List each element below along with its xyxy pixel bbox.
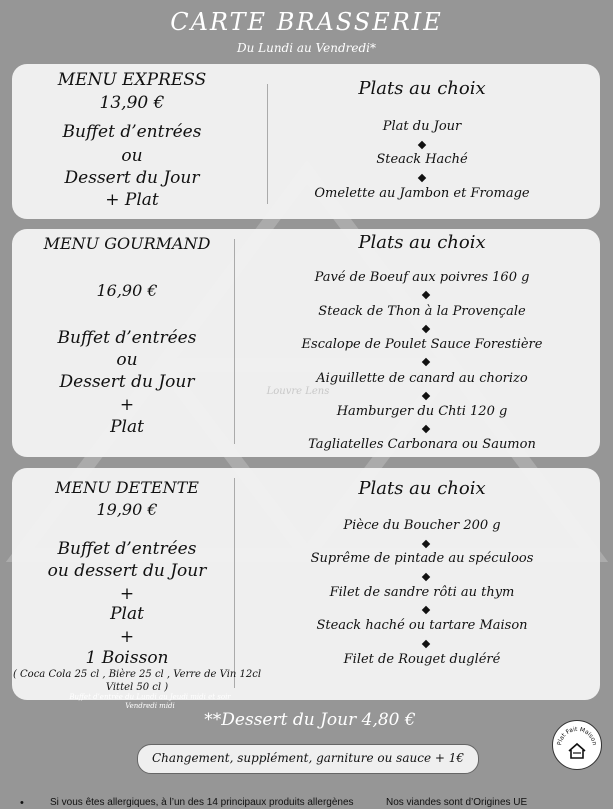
choice-title: Plats au choix [358, 478, 486, 499]
menu-detente-line: + [119, 584, 135, 604]
menu-gourmand-line: ou [116, 350, 138, 370]
plat-item: Hamburger du Chti 120 g [336, 404, 508, 419]
allergen-text: Si vous êtes allergiques, à l’un des 14 principaux produits allergènes [50, 797, 354, 808]
separator-diamond [422, 425, 430, 433]
menu-gourmand-line: Dessert du Jour [59, 372, 195, 392]
menu-detente-line: Buffet d’entrées [57, 539, 197, 559]
plat-item: Pavé de Boeuf aux poivres 160 g [314, 270, 530, 285]
plat-item: Filet de sandre rôti au thym [329, 585, 515, 600]
plat-item: Escalope de Poulet Sauce Forestière [301, 337, 543, 352]
separator-diamond [422, 291, 430, 299]
plat-item: Pièce du Boucher 200 g [343, 518, 501, 533]
menu-detente-line: + [119, 627, 135, 647]
fait-maison-logo [552, 720, 602, 770]
separator-diamond [418, 141, 426, 149]
menu-express-line: ou [121, 146, 143, 166]
origin-text: Nos viandes sont d’Origines UE [386, 797, 528, 808]
plat-item: Tagliatelles Carbonara ou Saumon [308, 437, 536, 452]
plat-item: Plat du Jour [382, 119, 462, 134]
menu-express-name: MENU EXPRESS [57, 70, 207, 90]
choice-title: Plats au choix [358, 78, 486, 99]
dessert-line: **Dessert du Jour 4,80 € [204, 710, 416, 730]
supplement-note: Changement, supplément, garniture ou sauce + 1€ [151, 751, 464, 765]
menu-detente-name: MENU DETENTE [55, 478, 199, 497]
menu-detente-line: 1 Boisson [85, 648, 169, 668]
separator-diamond [422, 606, 430, 614]
logo-text: Plat Fait Maison [556, 725, 598, 746]
menu-gourmand-line: Plat [110, 417, 144, 437]
plat-item: Aiguillette de canard au chorizo [316, 371, 528, 386]
footer-bullet: • [20, 797, 24, 809]
page-title: CARTE BRASSERIE [170, 8, 443, 36]
house-icon [553, 721, 601, 769]
plat-item: Steack de Thon à la Provençale [318, 304, 526, 319]
separator-diamond [418, 174, 426, 182]
buffet-note: Vendredi midi [125, 702, 175, 710]
drinks-note: ( Coca Cola 25 cl , Bière 25 cl , Verre de Vin 12cl [12, 669, 262, 680]
watermark-text: Louvre Lens [266, 386, 330, 397]
card-divider [267, 84, 268, 204]
supplement-box [137, 744, 479, 774]
plat-item: Steack Haché [376, 152, 468, 167]
separator-diamond [422, 358, 430, 366]
menu-gourmand-line: Buffet d’entrées [57, 328, 197, 348]
menu-detente-card [12, 468, 600, 700]
menu-express-line: Dessert du Jour [64, 168, 200, 188]
menu-express-line: + Plat [105, 190, 159, 210]
menu-express-card [12, 64, 600, 219]
menu-gourmand-line: + [119, 395, 135, 415]
drinks-note: Vittel 50 cl ) [105, 682, 169, 693]
separator-diamond [422, 325, 430, 333]
menu-gourmand-card [12, 229, 600, 457]
menu-express-line: Buffet d’entrées [62, 122, 202, 142]
separator-diamond [422, 392, 430, 400]
menu-detente-price: 19,90 € [96, 500, 158, 519]
menu-gourmand-name: MENU GOURMAND [43, 234, 211, 253]
menu-gourmand-price: 16,90 € [96, 281, 158, 300]
separator-diamond [422, 640, 430, 648]
plat-item: Filet de Rouget dugléré [343, 652, 501, 667]
menu-detente-line: Plat [110, 604, 144, 624]
menu-detente-line: ou dessert du Jour [47, 561, 207, 581]
plat-item: Suprême de pintade au spéculoos [310, 551, 534, 566]
menu-express-price: 13,90 € [99, 93, 165, 113]
separator-diamond [422, 540, 430, 548]
plat-item: Omelette au Jambon et Fromage [314, 186, 530, 201]
separator-diamond [422, 573, 430, 581]
choice-title: Plats au choix [358, 232, 486, 253]
plat-item: Steack haché ou tartare Maison [316, 618, 528, 633]
page-subtitle: Du Lundi au Vendredi* [236, 41, 377, 55]
buffet-note: Buffet d’entrée du Lundi au Jeudi midi et soir [69, 693, 231, 701]
